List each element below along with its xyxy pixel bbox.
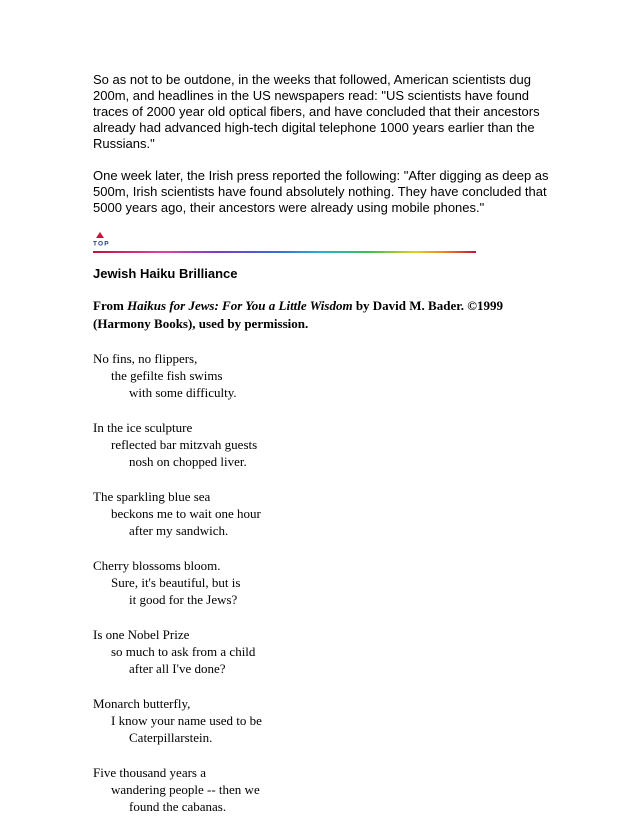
haiku-line-3: after my sandwich.	[129, 523, 229, 538]
haiku-line-2: I know your name used to be	[111, 713, 262, 728]
haiku-line-3: Caterpillarstein.	[129, 730, 213, 745]
book-credit	[93, 297, 553, 333]
haiku-line-1: The sparkling blue sea	[93, 489, 211, 504]
haiku-line-2: beckons me to wait one hour	[111, 506, 261, 521]
document-page	[93, 72, 553, 815]
paragraph-irish-scientists: One week later, the Irish press reported the following: "After digging as deep as 500m, Irish scientists have found absolutely nothing. They have concluded that 5000 years ago, their ancestors were already using mobile phones."	[93, 168, 549, 215]
haiku-line-1: In the ice sculpture	[93, 420, 193, 435]
haiku-line-3: after all I've done?	[129, 661, 226, 676]
haiku	[93, 626, 553, 677]
haiku-line-2: so much to ask from a child	[111, 644, 256, 659]
haiku	[93, 350, 553, 401]
haiku-line-3: with some difficulty.	[129, 385, 237, 400]
haiku-line-1: Five thousand years a	[93, 765, 207, 780]
section-title: Jewish Haiku Brilliance	[93, 266, 238, 281]
haiku-line-1: No fins, no flippers,	[93, 351, 198, 366]
haiku	[93, 764, 553, 815]
haiku-line-2: Sure, it's beautiful, but is	[111, 575, 241, 590]
rainbow-divider	[93, 251, 476, 253]
haiku-line-2: the gefilte fish swims	[111, 368, 223, 383]
haiku-line-1: Cherry blossoms bloom.	[93, 558, 221, 573]
credit-book-title: Haikus for Jews: For You a Little Wisdom	[127, 298, 353, 313]
haiku-line-3: found the cabanas.	[129, 799, 227, 814]
credit-details: by David M. Bader. ©1999 (Harmony Books), used by permission.	[93, 298, 504, 331]
top-link[interactable]	[93, 232, 553, 246]
credit-prefix: From	[93, 298, 128, 313]
top-link-label: TOP	[93, 240, 110, 246]
haiku-line-2: wandering people -- then we	[111, 782, 260, 797]
up-arrow-icon	[93, 232, 119, 246]
haiku	[93, 419, 553, 470]
haiku-line-1: Is one Nobel Prize	[93, 627, 190, 642]
haiku-line-3: it good for the Jews?	[129, 592, 238, 607]
haiku	[93, 557, 553, 608]
haiku	[93, 488, 553, 539]
haiku-line-2: reflected bar mitzvah guests	[111, 437, 258, 452]
haiku	[93, 695, 553, 746]
paragraph-us-scientists: So as not to be outdone, in the weeks that followed, American scientists dug 200m, and headlines in the US newspapers read: "US scientists have found traces of 2000 year old optical fibers, and have concluded that their ancestors already had advanced high-tech digital telephone 1000 years earlier than the Russians."	[93, 72, 540, 151]
haiku-line-3: nosh on chopped liver.	[129, 454, 247, 469]
haiku-line-1: Monarch butterfly,	[93, 696, 191, 711]
